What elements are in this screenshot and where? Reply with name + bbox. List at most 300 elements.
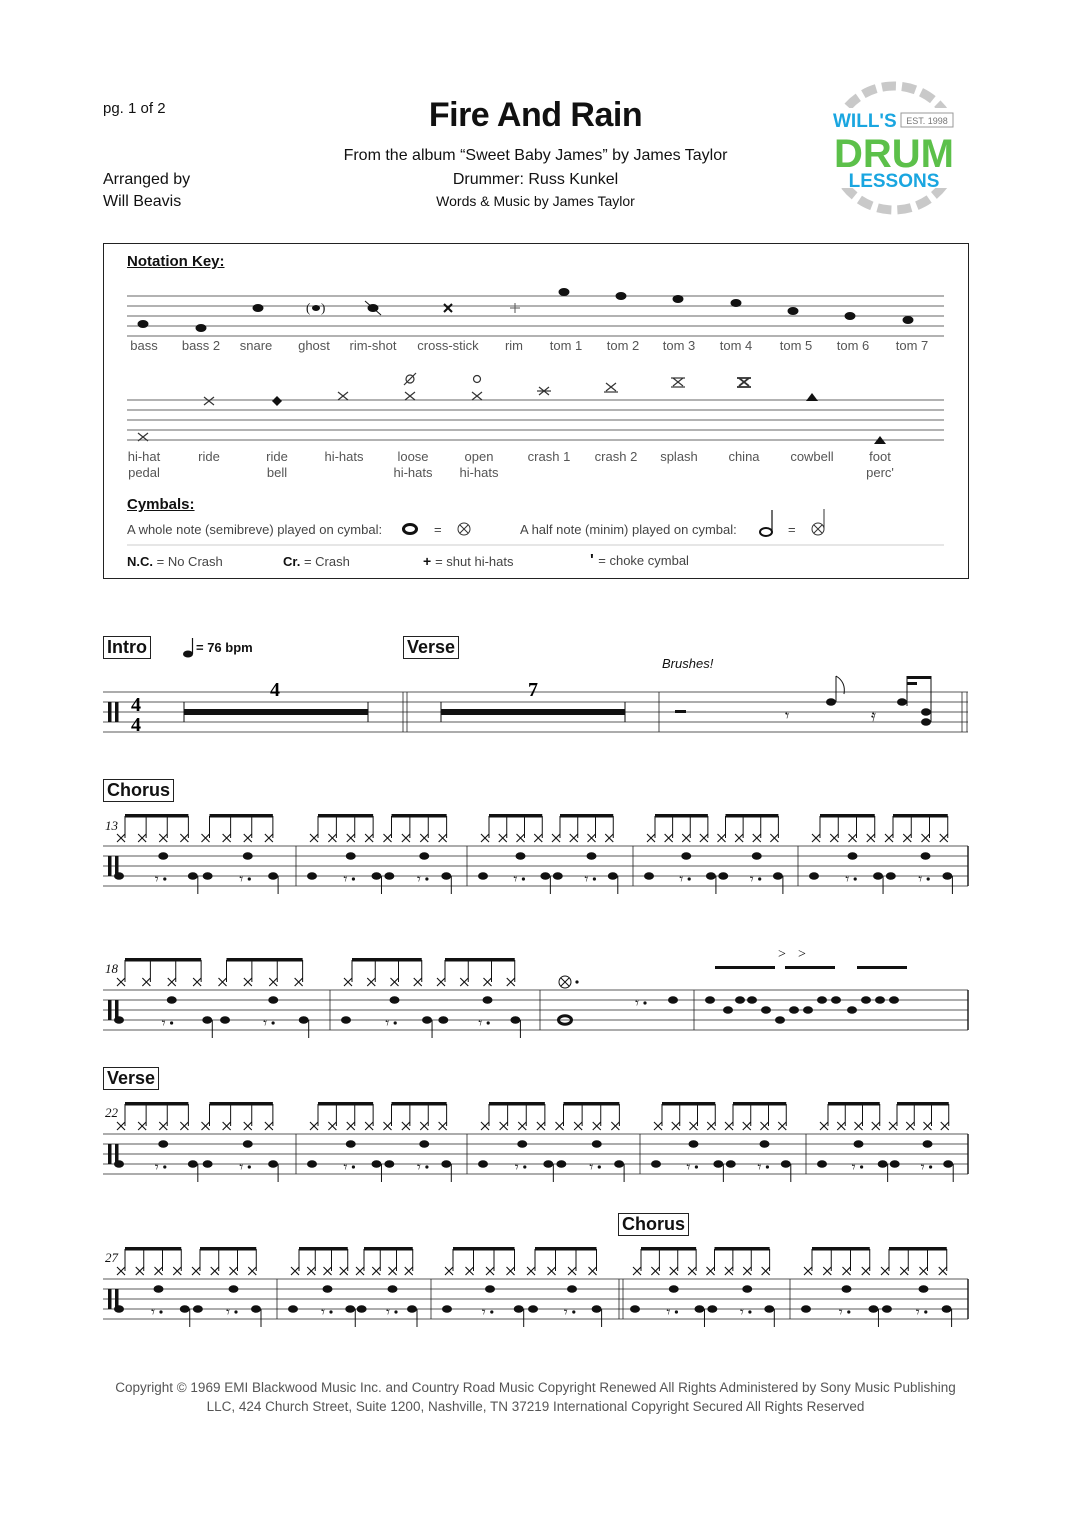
bass-note bbox=[188, 872, 198, 880]
eighth-rest: 𝄾 bbox=[918, 872, 923, 888]
eighth-rest: 𝄾 bbox=[239, 1160, 244, 1176]
dot bbox=[854, 877, 857, 880]
bass-note bbox=[371, 872, 381, 880]
key-label-open-hihats: open hi-hats bbox=[459, 449, 499, 480]
snare-note bbox=[668, 996, 678, 1004]
key-label-rimshot: rim-shot bbox=[349, 338, 397, 353]
hihat-note bbox=[367, 978, 375, 986]
hihat-note bbox=[365, 834, 373, 842]
snare-note bbox=[567, 1285, 577, 1293]
snare-note bbox=[752, 852, 762, 860]
snare-note bbox=[848, 852, 858, 860]
hihat-note bbox=[743, 1267, 751, 1275]
beam bbox=[227, 958, 303, 962]
snare-note bbox=[669, 1285, 679, 1293]
measure-number-27: 27 bbox=[105, 1250, 118, 1265]
key-label-loose-hihats: loose hi-hats bbox=[393, 449, 433, 480]
beam bbox=[200, 1247, 256, 1251]
snare-note bbox=[229, 1285, 239, 1293]
hihat-note bbox=[310, 834, 318, 842]
hihat-note bbox=[534, 834, 542, 842]
beam bbox=[210, 1102, 273, 1106]
hihat-note bbox=[548, 1267, 556, 1275]
snare-note bbox=[268, 996, 278, 1004]
key-label-tom4: tom 4 bbox=[719, 338, 753, 353]
logo-wills: WILL'S bbox=[833, 111, 897, 132]
copyright-notice: Copyright © 1969 EMI Blackwood Music Inc. and Country Road Music Copyright Renewed All Rights Administered by Sony Music Publishing LLC, 424 Church Street, Suite 1200, Nashville, TN 37219 International Copyright Secured All Rights Reserved bbox=[115, 1380, 956, 1414]
logo-lessons: LESSONS bbox=[848, 171, 940, 192]
bass-note bbox=[886, 872, 896, 880]
album-line: From the album “Sweet Baby James” by James Taylor bbox=[343, 147, 728, 164]
hihat-note bbox=[202, 1122, 210, 1130]
hihat-note bbox=[743, 1122, 751, 1130]
legend-no-crash: N.C. = No Crash bbox=[127, 554, 223, 569]
bass-note bbox=[614, 1160, 624, 1168]
hihat-note bbox=[867, 834, 875, 842]
fill-note bbox=[705, 996, 715, 1004]
key-label-tom1: tom 1 bbox=[549, 338, 583, 353]
hihat-note bbox=[142, 978, 150, 986]
hihat-note bbox=[439, 1122, 447, 1130]
snare-note bbox=[854, 1140, 864, 1148]
beam bbox=[318, 1102, 373, 1106]
hihat-note bbox=[402, 1122, 410, 1130]
hihat-note bbox=[486, 1267, 494, 1275]
beam bbox=[392, 814, 447, 818]
dot bbox=[490, 1310, 493, 1313]
hihat-note bbox=[507, 1267, 515, 1275]
beam bbox=[560, 814, 613, 818]
hihat-note bbox=[941, 1122, 949, 1130]
hihat-note bbox=[223, 1122, 231, 1130]
hihat-note bbox=[605, 834, 613, 842]
bass-note bbox=[220, 1016, 230, 1024]
key-label-snare: snare bbox=[239, 338, 273, 353]
hihat-note bbox=[136, 1267, 144, 1275]
dot bbox=[572, 1310, 575, 1313]
beam bbox=[125, 1102, 188, 1106]
key-label-crash2: crash 2 bbox=[594, 449, 638, 464]
logo-drum: DRUM bbox=[834, 132, 954, 176]
hihat-note bbox=[414, 978, 422, 986]
percussion-clef bbox=[108, 856, 112, 876]
cymbals-heading: Cymbals: bbox=[127, 496, 195, 513]
snare-note bbox=[243, 1140, 253, 1148]
eighth-rest: 𝄾 bbox=[589, 1160, 594, 1176]
dot bbox=[170, 1021, 173, 1024]
legend-crash: Cr. = Crash bbox=[283, 554, 350, 569]
fill-note bbox=[875, 996, 885, 1004]
eighth-rest: 𝄾 bbox=[321, 1305, 325, 1321]
hihat-note bbox=[633, 1267, 641, 1275]
beam bbox=[125, 1247, 181, 1251]
eighth-rest: 𝄾 bbox=[416, 1160, 421, 1176]
beam bbox=[828, 1102, 880, 1106]
half-note-text: A half note (minim) played on cymbal: bbox=[520, 522, 737, 537]
eighth-rest: 𝄾 bbox=[154, 1160, 159, 1176]
snare-note bbox=[760, 1140, 770, 1148]
hihat-note bbox=[707, 1122, 715, 1130]
snare-note bbox=[516, 852, 526, 860]
snare-note bbox=[346, 852, 356, 860]
key-label-hihat-pedal: hi-hat pedal bbox=[127, 449, 161, 480]
hihat-note bbox=[439, 834, 447, 842]
hihat-note bbox=[762, 1267, 770, 1275]
snare-note bbox=[742, 1285, 752, 1293]
beam bbox=[785, 966, 835, 969]
bass-note bbox=[890, 1160, 900, 1168]
hihat-note bbox=[881, 1267, 889, 1275]
hihat-note bbox=[872, 1122, 880, 1130]
bass-note bbox=[764, 1305, 774, 1313]
arranged-by-label: Arranged by bbox=[103, 171, 191, 188]
hihat-note bbox=[460, 978, 468, 986]
dot bbox=[522, 877, 525, 880]
beam bbox=[392, 1102, 447, 1106]
beam bbox=[726, 814, 779, 818]
beam bbox=[889, 1247, 947, 1251]
key-label-china: china bbox=[728, 449, 760, 464]
key-label-crash1: crash 1 bbox=[527, 449, 571, 464]
snare-note bbox=[517, 1140, 527, 1148]
beam bbox=[641, 1247, 696, 1251]
bass-note bbox=[592, 1305, 602, 1313]
hihat-note bbox=[556, 1122, 564, 1130]
bass-note bbox=[942, 872, 952, 880]
fill-note bbox=[803, 1006, 813, 1014]
bass-note bbox=[288, 1305, 298, 1313]
beam bbox=[352, 958, 422, 962]
hihat-note bbox=[537, 1122, 545, 1130]
measure-number-13: 13 bbox=[105, 818, 118, 833]
key-label-foot-perc: foot perc' bbox=[866, 449, 894, 480]
hihat-note bbox=[420, 1122, 428, 1130]
eighth-rest: 𝄾 bbox=[343, 872, 348, 888]
beam bbox=[857, 966, 907, 969]
bass-note bbox=[251, 1305, 261, 1313]
hihat-note bbox=[384, 834, 392, 842]
hihat-note bbox=[589, 1267, 597, 1275]
multirest-count-7: 7 bbox=[528, 679, 538, 701]
key-label-tom3: tom 3 bbox=[662, 338, 696, 353]
eighth-rest: 𝄾 bbox=[739, 1305, 744, 1321]
song-title: Fire And Rain bbox=[428, 96, 643, 134]
bass-note bbox=[384, 872, 394, 880]
hihat-note bbox=[117, 1122, 125, 1130]
hihat-note bbox=[770, 834, 778, 842]
hihat-note bbox=[939, 1267, 947, 1275]
bass-note bbox=[553, 872, 563, 880]
key-label-tom7: tom 7 bbox=[895, 338, 929, 353]
snare-note bbox=[587, 852, 597, 860]
hihat-note bbox=[517, 834, 525, 842]
eighth-rest: 𝄾 bbox=[679, 872, 684, 888]
section-chorus: Chorus bbox=[103, 779, 174, 802]
snare-note bbox=[158, 1140, 168, 1148]
bass-note bbox=[180, 1305, 190, 1313]
hihat-note bbox=[372, 1267, 380, 1275]
hihat-note bbox=[753, 834, 761, 842]
hihat-note bbox=[903, 834, 911, 842]
key-label-ride: ride bbox=[198, 449, 220, 464]
snare-note bbox=[388, 1285, 398, 1293]
beam bbox=[564, 1102, 620, 1106]
hihat-note bbox=[924, 1122, 932, 1130]
hihat-note bbox=[725, 1122, 733, 1130]
hihat-note bbox=[484, 978, 492, 986]
eighth-rest: 𝄾 bbox=[161, 1016, 166, 1032]
hihat-note bbox=[117, 834, 125, 842]
hihat-note bbox=[365, 1122, 373, 1130]
hihat-note bbox=[889, 1122, 897, 1130]
snare-note bbox=[842, 1285, 852, 1293]
dot bbox=[394, 1310, 397, 1313]
key-label-tom6: tom 6 bbox=[836, 338, 870, 353]
hihat-note bbox=[735, 834, 743, 842]
beam bbox=[318, 814, 373, 818]
dot bbox=[847, 1310, 850, 1313]
hihat-note bbox=[940, 834, 948, 842]
hihat-note bbox=[437, 978, 445, 986]
key-label-ride-bell: ride bell bbox=[266, 449, 288, 480]
eighth-rest: 𝄾 bbox=[749, 872, 754, 888]
choke-icon: ' bbox=[590, 552, 594, 569]
snare-note bbox=[689, 1140, 699, 1148]
beam bbox=[812, 1247, 870, 1251]
bass-note bbox=[630, 1305, 640, 1313]
tempo-marking: = 76 bpm bbox=[196, 640, 253, 655]
hihat-note bbox=[138, 1122, 146, 1130]
hihat-note bbox=[328, 834, 336, 842]
dot bbox=[352, 1165, 355, 1168]
eighth-rest: 𝄾 bbox=[239, 872, 244, 888]
bass-note bbox=[202, 1016, 212, 1024]
svg-text:𝄿: 𝄿 bbox=[871, 708, 876, 725]
snare-note bbox=[919, 1285, 929, 1293]
bass-note bbox=[713, 1160, 723, 1168]
bass-note bbox=[307, 872, 317, 880]
bass-note bbox=[203, 872, 213, 880]
eighth-rest: 𝄾 bbox=[563, 1305, 568, 1321]
bass-note bbox=[943, 1160, 953, 1168]
snare-note bbox=[158, 852, 168, 860]
bass-note bbox=[203, 1160, 213, 1168]
hihat-note bbox=[843, 1267, 851, 1275]
hihat-note bbox=[420, 834, 428, 842]
hihat-note bbox=[725, 1267, 733, 1275]
bass-note bbox=[514, 1305, 524, 1313]
bass-note bbox=[268, 1160, 278, 1168]
hihat-note bbox=[906, 1122, 914, 1130]
beam bbox=[489, 1102, 545, 1106]
beam bbox=[715, 1247, 770, 1251]
hihat-note bbox=[823, 1267, 831, 1275]
hihat-note bbox=[291, 1267, 299, 1275]
key-label-rim: rim bbox=[504, 338, 524, 353]
hihat-note bbox=[310, 1122, 318, 1130]
hihat-note bbox=[117, 1267, 125, 1275]
beam bbox=[733, 1102, 786, 1106]
snare-note bbox=[483, 996, 493, 1004]
hihat-note bbox=[211, 1267, 219, 1275]
bass-note bbox=[114, 872, 124, 880]
bass-note bbox=[706, 872, 716, 880]
bass-note bbox=[718, 872, 728, 880]
dot bbox=[688, 877, 691, 880]
hihat-note bbox=[885, 834, 893, 842]
hihat-note bbox=[670, 1267, 678, 1275]
hihat-note bbox=[265, 834, 273, 842]
svg-text:): ) bbox=[321, 300, 326, 315]
snare-note bbox=[419, 1140, 429, 1148]
hihat-note bbox=[265, 1122, 273, 1130]
hihat-note bbox=[690, 1122, 698, 1130]
hihat-note bbox=[593, 1122, 601, 1130]
snare-note bbox=[592, 1140, 602, 1148]
dot bbox=[425, 877, 428, 880]
bass-note bbox=[407, 1305, 417, 1313]
hihat-note bbox=[830, 834, 838, 842]
dot bbox=[234, 1310, 237, 1313]
hihat-note bbox=[849, 834, 857, 842]
eighth-rest: 𝄾 bbox=[154, 872, 159, 888]
snare-note bbox=[923, 1140, 933, 1148]
eighth-rest: 𝄾 bbox=[915, 1305, 920, 1321]
dot bbox=[929, 1165, 932, 1168]
bass-note bbox=[809, 872, 819, 880]
hihat-note bbox=[347, 834, 355, 842]
credits-line: Words & Music by James Taylor bbox=[436, 193, 635, 209]
svg-text:𝄾: 𝄾 bbox=[785, 708, 790, 725]
hihat-note bbox=[269, 978, 277, 986]
bass-note bbox=[873, 872, 883, 880]
hihat-note bbox=[568, 1267, 576, 1275]
hihat-note bbox=[391, 978, 399, 986]
bass-note bbox=[441, 1160, 451, 1168]
key-label-cowbell: cowbell bbox=[790, 449, 834, 464]
beam bbox=[125, 958, 201, 962]
dot bbox=[394, 1021, 397, 1024]
bass-note bbox=[268, 872, 278, 880]
eighth-rest: 𝄾 bbox=[386, 1305, 390, 1321]
dot bbox=[523, 1165, 526, 1168]
bass-note bbox=[478, 872, 488, 880]
hihat-note bbox=[155, 1267, 163, 1275]
beam bbox=[655, 814, 708, 818]
bass-note bbox=[510, 1016, 520, 1024]
bass-note bbox=[817, 1160, 827, 1168]
bass-note bbox=[882, 1305, 892, 1313]
hihat-note bbox=[180, 1122, 188, 1130]
dot bbox=[352, 877, 355, 880]
hihat-note bbox=[244, 1122, 252, 1130]
beam bbox=[453, 1247, 515, 1251]
eighth-rest: 𝄾 bbox=[584, 872, 589, 888]
beam bbox=[535, 1247, 597, 1251]
bass-note bbox=[299, 1016, 309, 1024]
page-number: pg. 1 of 2 bbox=[103, 100, 166, 117]
bass-note bbox=[478, 1160, 488, 1168]
bass-note bbox=[114, 1305, 124, 1313]
hihat-note bbox=[804, 1267, 812, 1275]
hihat-note bbox=[324, 1267, 332, 1275]
eighth-rest: 𝄾 bbox=[385, 1016, 390, 1032]
snare-note bbox=[346, 1140, 356, 1148]
bass-note bbox=[422, 1016, 432, 1024]
time-sig-top: 4 bbox=[131, 694, 141, 716]
hihat-note bbox=[223, 834, 231, 842]
beam bbox=[489, 814, 542, 818]
hihat-note bbox=[837, 1122, 845, 1130]
hihat-note bbox=[389, 1267, 397, 1275]
fill-note bbox=[775, 1016, 785, 1024]
bass-note bbox=[556, 1160, 566, 1168]
multirest-4 bbox=[184, 702, 368, 722]
hihat-note bbox=[466, 1267, 474, 1275]
hihat-note bbox=[900, 1267, 908, 1275]
bass-note bbox=[543, 1160, 553, 1168]
key-label-hihats: hi-hats bbox=[324, 449, 364, 464]
hihat-note bbox=[347, 1122, 355, 1130]
measure-number-22: 22 bbox=[105, 1105, 118, 1120]
svg-text:(: ( bbox=[306, 300, 311, 315]
dot bbox=[575, 980, 578, 983]
hihat-note bbox=[574, 1122, 582, 1130]
hihat-note bbox=[647, 834, 655, 842]
dot bbox=[248, 1165, 251, 1168]
hihat-note bbox=[672, 1122, 680, 1130]
bass-note bbox=[801, 1305, 811, 1313]
hihat-note bbox=[340, 1267, 348, 1275]
verse-pickup-measure bbox=[675, 676, 931, 726]
beam bbox=[210, 814, 273, 818]
snare-note bbox=[419, 852, 429, 860]
snare-note bbox=[154, 1285, 164, 1293]
hihat-note bbox=[700, 834, 708, 842]
dot bbox=[487, 1021, 490, 1024]
beam bbox=[125, 814, 188, 818]
dot bbox=[598, 1165, 601, 1168]
eighth-rest: 𝄾 bbox=[514, 1160, 519, 1176]
drummer-line: Drummer: Russ Kunkel bbox=[452, 171, 619, 188]
bass-note bbox=[707, 1305, 717, 1313]
section-chorus-2: Chorus bbox=[618, 1213, 689, 1236]
snare-note bbox=[323, 1285, 333, 1293]
hihat-note bbox=[445, 1267, 453, 1275]
section-verse-2: Verse bbox=[103, 1067, 159, 1090]
dot bbox=[766, 1165, 769, 1168]
bass-note bbox=[188, 1160, 198, 1168]
brushes-instruction: Brushes! bbox=[662, 656, 714, 671]
eighth-rest: 𝄾 bbox=[263, 1016, 268, 1032]
hihat-note bbox=[682, 834, 690, 842]
snare-note bbox=[390, 996, 400, 1004]
bass-note bbox=[781, 1160, 791, 1168]
eighth-rest: 𝄾 bbox=[838, 1305, 843, 1321]
hihat-note bbox=[117, 978, 125, 986]
hihat-note bbox=[248, 1267, 256, 1275]
snare-note bbox=[167, 996, 177, 1004]
dot bbox=[329, 1310, 332, 1313]
beam bbox=[299, 1247, 348, 1251]
fill-note bbox=[735, 996, 745, 1004]
bass-note bbox=[773, 872, 783, 880]
dot bbox=[643, 1001, 646, 1004]
hihat-note bbox=[588, 834, 596, 842]
eighth-rest: 𝄾 bbox=[920, 1160, 925, 1176]
fill-note bbox=[761, 1006, 771, 1014]
hihat-note bbox=[138, 834, 146, 842]
